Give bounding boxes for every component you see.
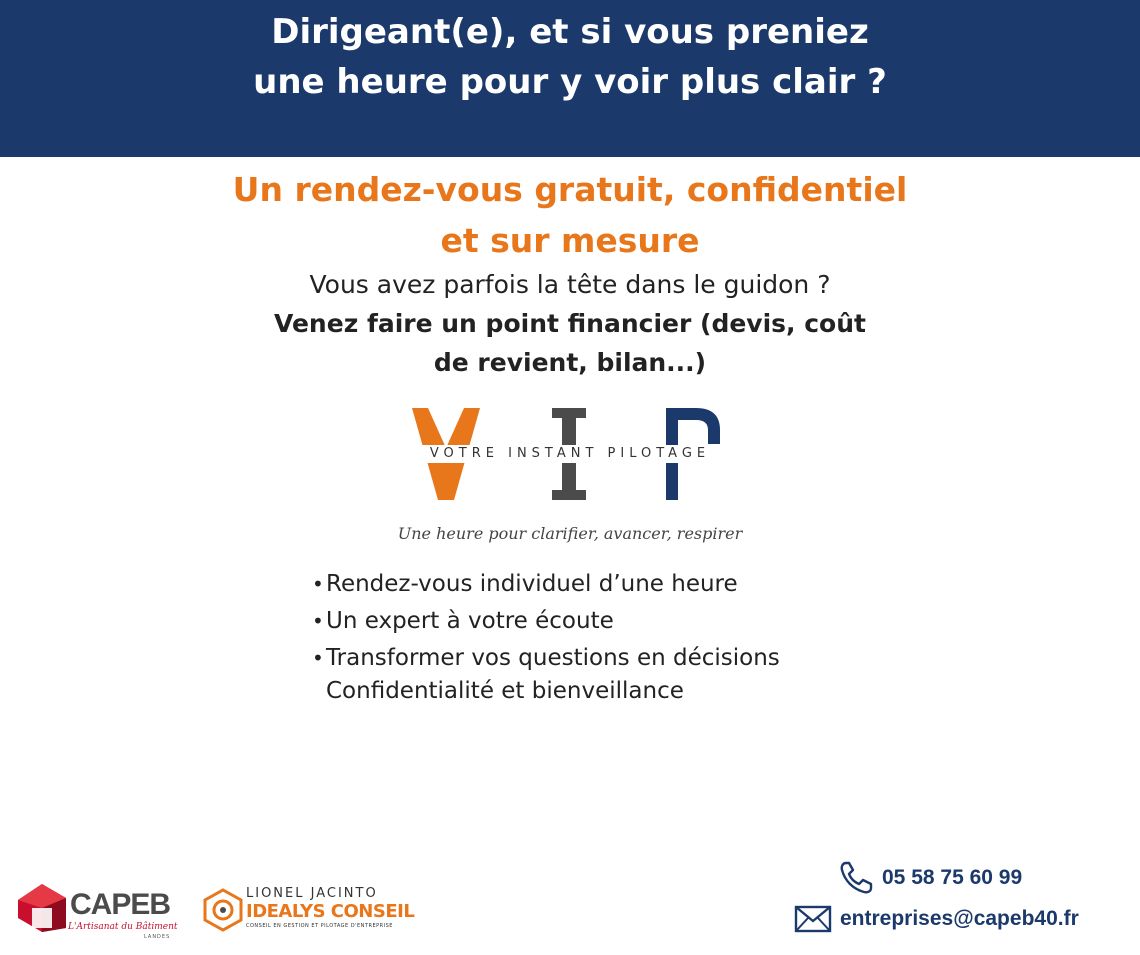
idealys-tagline: CONSEIL EN GESTION ET PILOTAGE D'ENTREPRISE [246, 923, 393, 929]
contact-email-address[interactable]: entreprises@capeb40.fr [840, 907, 1079, 930]
contact-phone[interactable] [838, 860, 1022, 896]
header-title-line1: Dirigeant(e), et si vous preniez [271, 12, 869, 52]
idealys-logo [203, 886, 418, 936]
list-item [310, 568, 780, 605]
mail-icon [794, 905, 832, 933]
vip-subtitle: Une heure pour clarifier, avancer, respirer [397, 524, 743, 543]
list-item-extra: Confidentialité et bienveillance [326, 678, 684, 704]
intro-question: Vous avez parfois la tête dans le guidon ? [309, 270, 831, 299]
capeb-logo [16, 878, 176, 940]
vip-tagline: VOTRE INSTANT PILOTAGE [380, 445, 760, 463]
idealys-name: IDEALYS CONSEIL [246, 901, 415, 922]
intro-cta-line1: Venez faire un point financier (devis, coût [274, 309, 866, 338]
contact-phone-number[interactable]: 05 58 75 60 99 [882, 866, 1023, 889]
benefits-list [310, 568, 780, 679]
capeb-emblem-icon [16, 878, 68, 934]
bullet-icon: • [312, 572, 324, 596]
headline-line2: et sur mesure [440, 221, 700, 260]
idealys-emblem-icon [203, 888, 243, 932]
capeb-name: CAPEB [70, 888, 171, 921]
bullet-icon: • [312, 646, 324, 670]
header-banner [0, 0, 1140, 157]
capeb-department: LANDES [144, 934, 171, 940]
headline-line1: Un rendez-vous gratuit, confidentiel [232, 170, 908, 209]
list-item [310, 605, 780, 642]
intro-cta-line2: de revient, bilan...) [433, 348, 707, 377]
list-item-text: Rendez-vous individuel d’une heure [326, 571, 738, 597]
phone-icon [838, 860, 874, 896]
contact-email[interactable] [794, 903, 1079, 935]
list-item-text: Un expert à votre écoute [326, 608, 614, 634]
vip-logo [380, 400, 760, 510]
list-item [310, 642, 780, 679]
list-item-text: Transformer vos questions en décisions [326, 645, 780, 671]
bullet-icon: • [312, 609, 324, 633]
capeb-tagline: L'Artisanat du Bâtiment [68, 922, 178, 932]
header-title-line2: une heure pour y voir plus clair ? [253, 62, 887, 102]
idealys-owner: LIONEL JACINTO [246, 886, 378, 901]
